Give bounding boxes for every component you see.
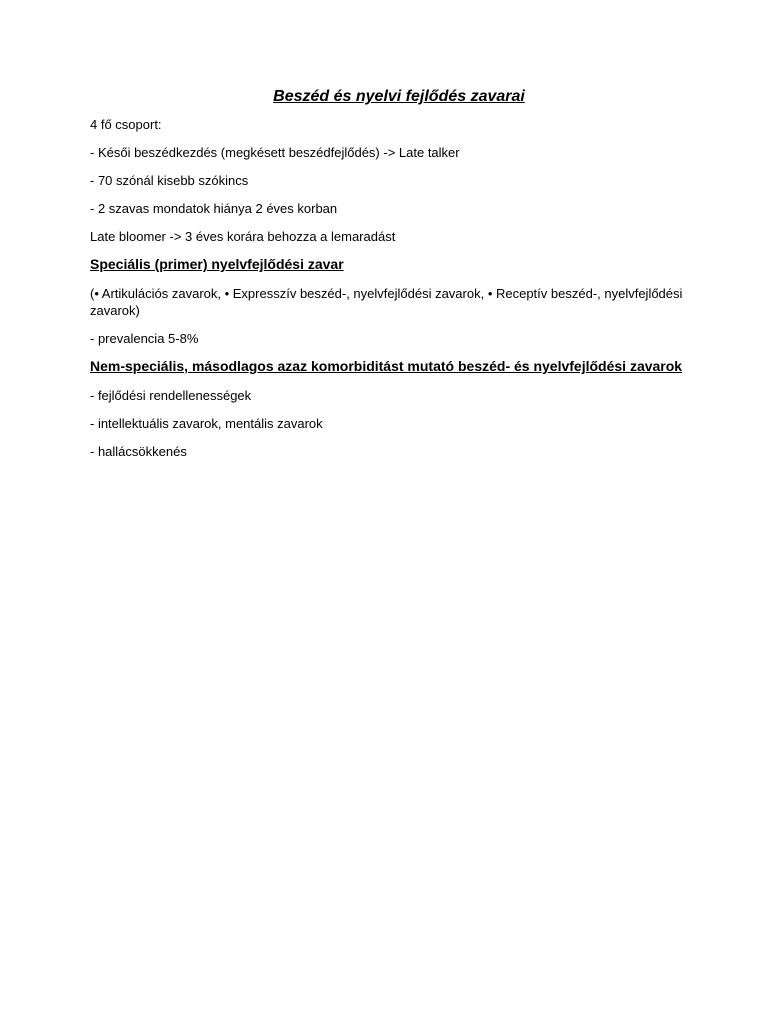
section3-heading: Nem-speciális, másodlagos azaz komorbiditást mutató beszéd- és nyelvfejlődési zavarok: [90, 358, 683, 374]
document-title: Beszéd és nyelvi fejlődés zavarai: [273, 88, 525, 105]
text-line: - 2 szavas mondatok hiánya 2 éves korban: [90, 201, 338, 216]
section2-heading: Speciális (primer) nyelvfejlődési zavar: [90, 256, 344, 272]
text-line: Late bloomer -> 3 éves korára behozza a lemaradást: [90, 229, 396, 244]
intro-label: 4 fő csoport:: [90, 117, 162, 132]
text-line: - Késői beszédkezdés (megkésett beszédfejlődés) -> Late talker: [90, 145, 460, 160]
section3-lines: [90, 387, 708, 460]
text-line: - fejlődési rendellenességek: [90, 388, 252, 403]
text-line: - 70 szónál kisebb szókincs: [90, 173, 249, 188]
text-line: - hallácsökkenés: [90, 444, 187, 459]
section2-lines: [90, 285, 708, 347]
text-line: - prevalencia 5-8%: [90, 331, 199, 346]
text-line: (• Artikulációs zavarok, • Expresszív beszéd-, nyelvfejlődési zavarok, • Receptív beszéd-, nyelvfejlődési zavarok): [90, 286, 683, 318]
section1-lines: [90, 144, 708, 245]
text-line: - intellektuális zavarok, mentális zavarok: [90, 416, 323, 431]
